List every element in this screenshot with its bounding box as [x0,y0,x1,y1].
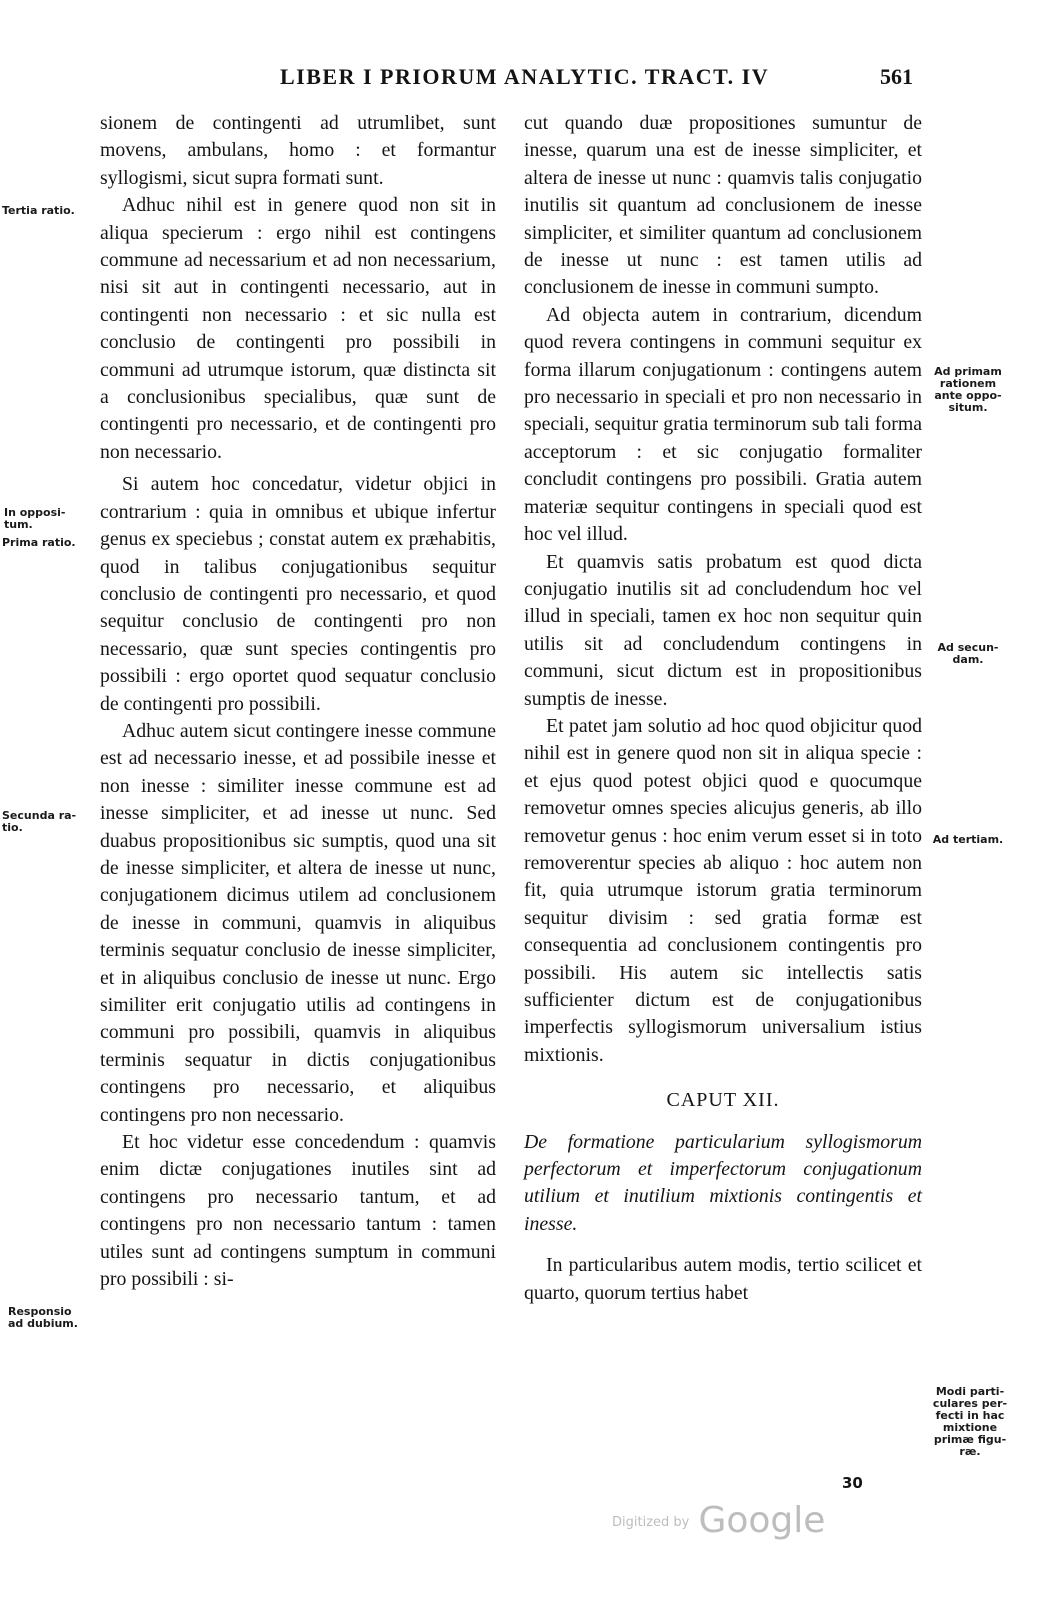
margin-note-ad-primam: Ad primam rationem ante oppo- situm. [934,365,1002,414]
paragraph: Adhuc nihil est in genere quod non sit in aliqua specierum : ergo nihil est contingens commune ad necessarium et ad non necessarium, nisi sit aut in contingenti necessario, aut in contingenti non necessario : et sic nulla est conclusio de contingenti pro possibili in communi ad utrumque istorum, quæ distincta sit a conclusionibus specialibus, quæ sunt de contingenti pro necessario, et de contingenti pro non necessario. [100,194,496,463]
page-number: 561 [880,64,913,89]
paragraph: Si autem hoc concedatur, videtur objici in contrarium : quia in omnibus et ubique infertur genus ex speciebus ; constat autem ex præhabitis, quod in talibus conjugationibus sequitur conclusio de contingenti pro necessario, et quod sequitur conclusio de contingenti pro non necessario, quæ sunt species contingentis pro possibili : ergo oportet quod sequatur conclusio de contingenti pro possibili. [100,473,496,715]
watermark-caption: Digitized by [612,1515,690,1530]
chapter-heading: CAPUT XII. [666,1089,780,1112]
page-header [0,60,1063,100]
signature-mark: 30 [842,1474,863,1492]
margin-note-secunda-ratio: Secunda ra- tio. [2,809,77,834]
margin-note-prima-ratio: Prima ratio. [2,536,76,549]
paragraph: Et patet jam solutio ad hoc quod objicitur quod nihil est in genere quod non sit in aliqua specie : et ejus quod potest objici quod e quocumque removetur omnes species alicujus generis, ab illo removetur genus : hoc enim verum esset si in toto removerentur species ab aliquo : hoc autem non fit, quia utrumque istorum gratia terminorum sequitur divisim : sed gratia formæ est consequentia ad conclusionem contingentis pro possibili. His autem sic intellectis satis sufficienter dictum est de conjugationibus imperfectis syllogismorum universalium istius mixtionis. [524,714,922,1066]
margin-note-ad-secundam: Ad secun- dam. [937,641,999,666]
margin-note-ad-tertiam: Ad tertiam. [932,833,1004,846]
paragraph: cut quando duæ propositiones sumuntur de inesse, quarum una est de inesse simpliciter, et altera de inesse ut nunc : quamvis talis conjugatio inutilis sit quantum ad conclusionem de inesse simpliciter, et similiter quantum ad conclusionem de inesse ut nunc : est tamen utilis ad conclusionem de inesse in communi sumpto. [524,112,922,299]
margin-note-tertia-ratio: Tertia ratio. [2,204,75,217]
paragraph: Et quamvis satis probatum est quod dicta conjugatio inutilis sit ad concludendum hoc vel illud in speciali, tamen ex hoc non sequitur quin utilis sit ad concludendum contingens in communi, sicut dictum est in propositionibus sumptis de inesse. [524,550,922,710]
paragraph: In particularibus autem modis, tertio scilicet et quarto, quorum tertius habet [524,1254,922,1304]
paragraph: Et hoc videtur esse concedendum : quamvis enim dictæ conjugationes inutiles sint ad contingens pro necessario tantum, et ad contingens pro non necessario tantum : tamen utiles sunt ad contingens sumptum in communi pro possibili : si- [100,1131,496,1291]
google-logo: Google [698,1500,826,1541]
margin-note-in-oppositum: In opposi- tum. [4,506,66,531]
running-title: LIBER I PRIORUM ANALYTIC. TRACT. IV [280,64,770,89]
paragraph: sionem de contingenti ad utrumlibet, sunt movens, ambulans, homo : et formantur syllogismi, sicut supra formati sunt. [100,112,496,189]
right-column [524,110,922,1307]
margin-note-modi-particulares: Modi parti- culares per- fecti in hac mixtione primæ figu- ræ. [932,1385,1008,1458]
margin-note-responsio: Responsio ad dubium. [8,1305,78,1330]
chapter-summary: De formatione particularium syllogismorum perfectorum et imperfectorum conjugationum utilium et inutilium mixtionis contingentis et inesse. [524,1130,922,1235]
paragraph: Adhuc autem sicut contingere inesse commune est ad necessario inesse, et ad possibile inesse et non inesse : similiter inesse commune est ad inesse simpliciter, et ad inesse ut nunc. Sed duabus propositionibus sic sumptis, quod una sit de inesse simpliciter, et altera de inesse ut nunc, conjugationem dicimus utilem ad conclusionem de inesse in communi, quamvis in aliquibus terminis sequatur conclusio de inesse simpliciter, et in aliquibus conclusio de inesse ut nunc. Ergo similiter erit conjugatio utilis ad contingens in communi pro possibili, quamvis in aliquibus terminis sequatur in dictis conjugationibus contingens pro necessario, et aliquibus contingens pro non necessario. [100,719,496,1126]
digitization-watermark [612,1500,825,1541]
left-column [100,110,496,1293]
paragraph: Ad objecta autem in contrarium, dicendum quod revera contingens in communi sequitur ex forma illarum conjugationum : contingens autem pro necessario in speciali et pro non necessario in speciali, sequitur gratia terminorum sub tali forma acceptorum : et sic conjugatio formaliter concludit contingens pro possibili. Gratia autem materiæ sequitur contingens in speciali quod est hoc vel illud. [524,303,922,546]
